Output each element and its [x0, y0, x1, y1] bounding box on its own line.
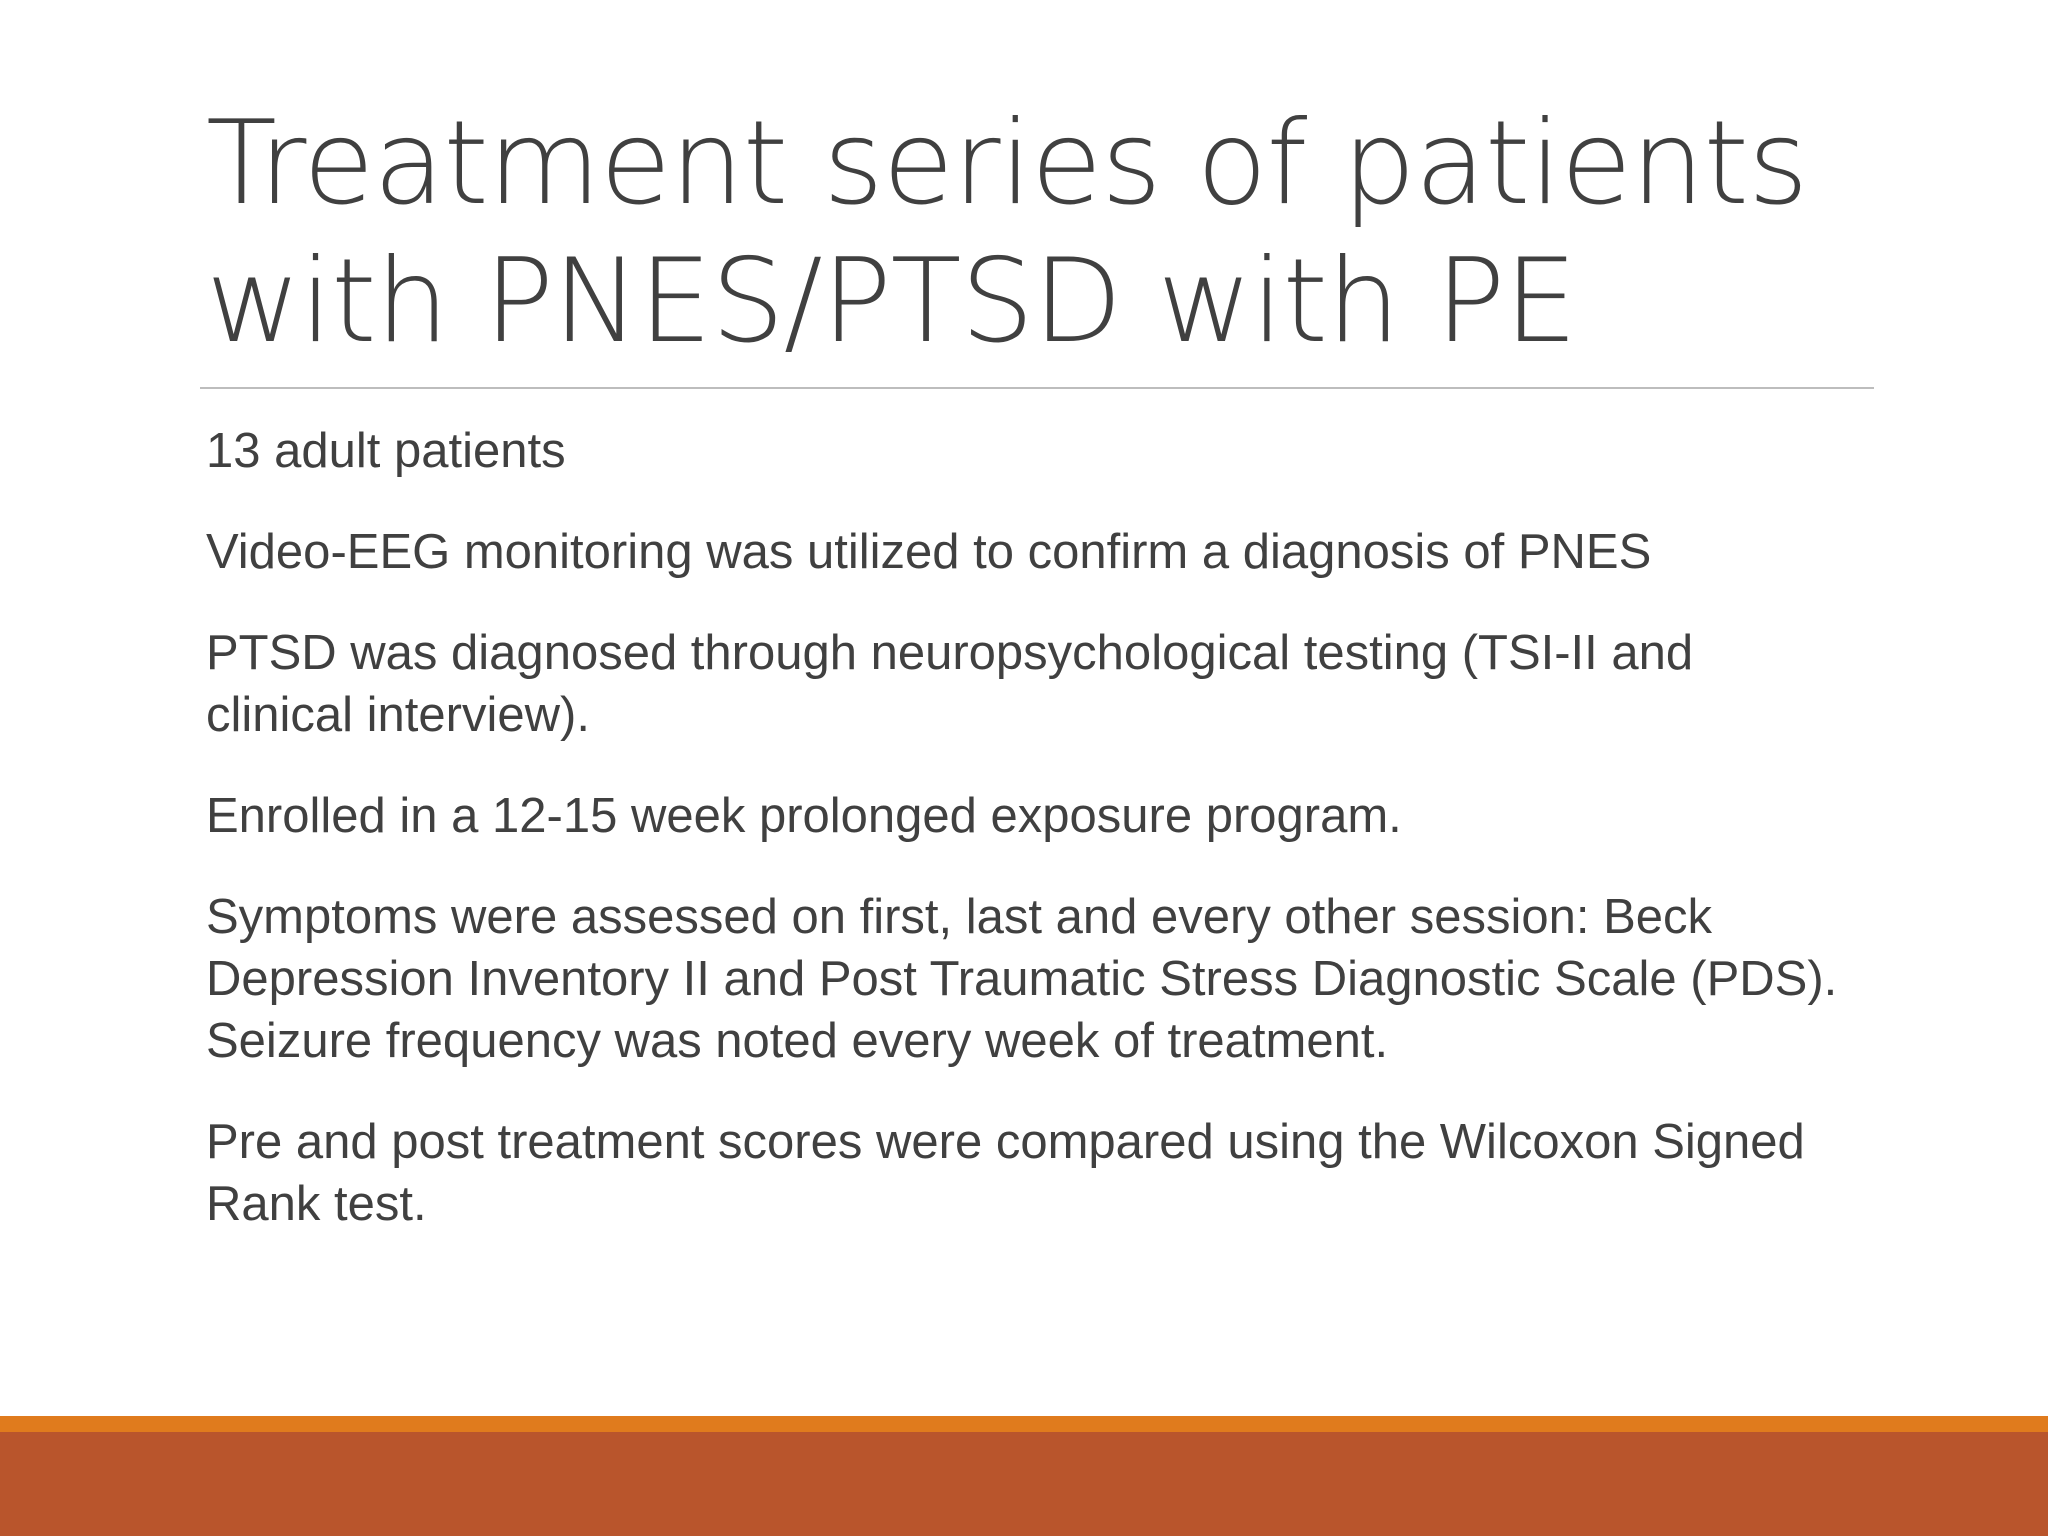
body-paragraph: Pre and post treatment scores were compared using the Wilcoxon Signed Rank test. — [206, 1115, 1805, 1231]
body-paragraph: PTSD was diagnosed through neuropsychological testing (TSI-II and clinical interview). — [206, 626, 1694, 742]
body-paragraph: Symptoms were assessed on first, last and every other session: Beck Depression Inventory II and Post Traumatic Stress Diagnostic Scale (PDS). Seizure frequency was noted every week of treatment. — [206, 890, 1838, 1068]
body-paragraph: Enrolled in a 12-15 week prolonged exposure program. — [206, 789, 1402, 843]
footer-band — [0, 1432, 2048, 1536]
body-paragraph: 13 adult patients — [206, 424, 566, 478]
slide-body — [206, 420, 1846, 1274]
slide-title: Treatment series of patients with PNES/PTSD with PE — [206, 96, 1808, 369]
body-paragraph: Video-EEG monitoring was utilized to confirm a diagnosis of PNES — [206, 525, 1652, 579]
footer-accent-band — [0, 1416, 2048, 1432]
title-divider — [200, 387, 1874, 389]
